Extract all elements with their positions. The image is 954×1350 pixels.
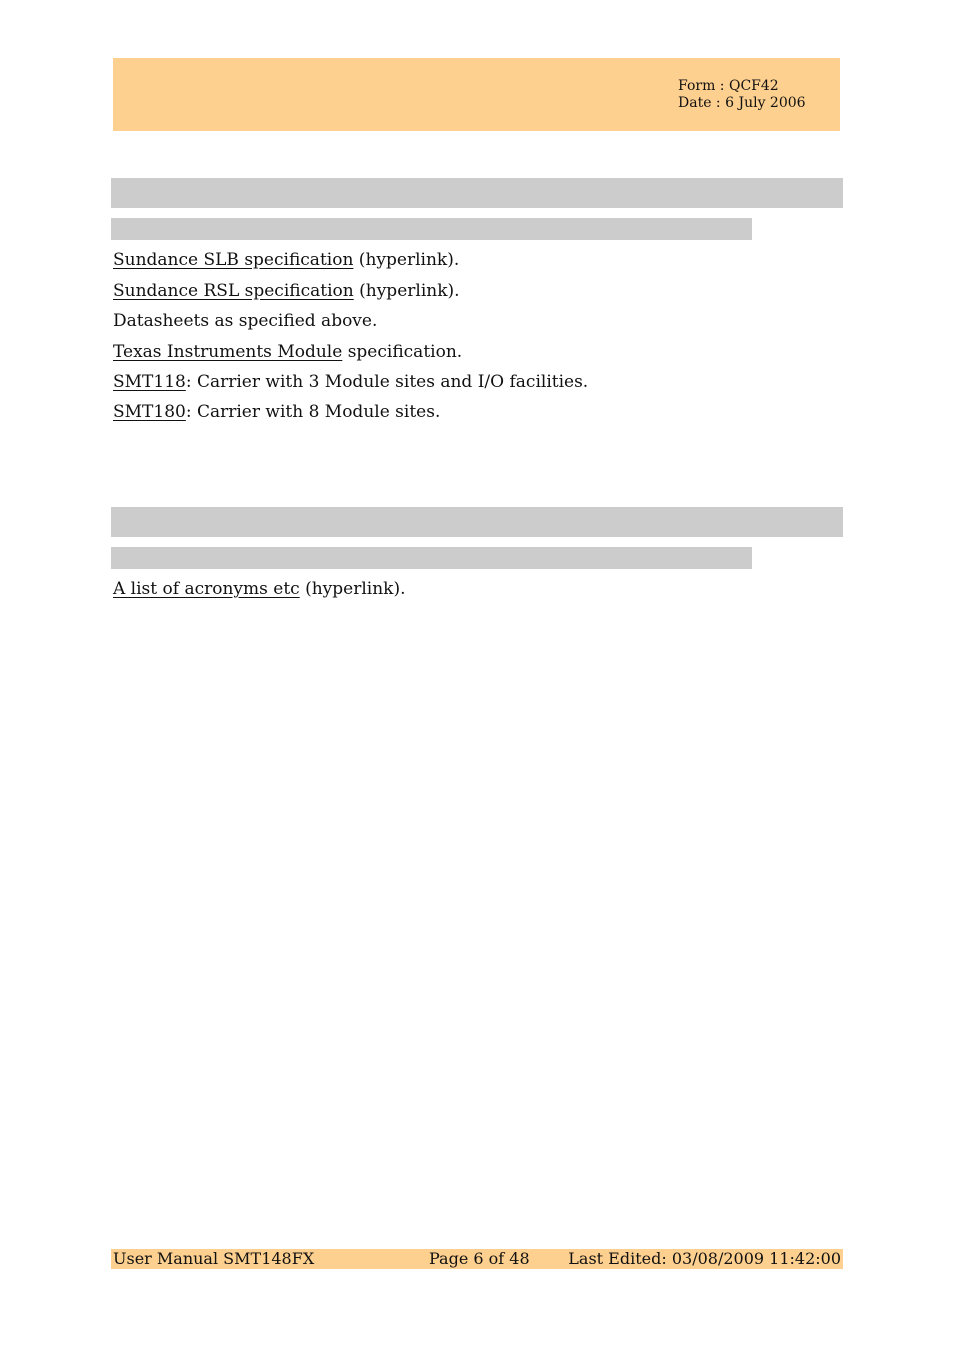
reference-text: : Carrier with 8 Module sites. <box>185 402 441 422</box>
acronyms-link[interactable]: A list of acronyms etc <box>113 579 300 599</box>
reference-text: (hyperlink). <box>353 250 460 270</box>
form-id: Form : QCF42 <box>678 78 779 94</box>
reference-item <box>113 372 588 392</box>
header-meta <box>678 78 806 112</box>
footer-page-number: Page 6 of 48 <box>429 1249 530 1268</box>
reference-item <box>113 402 440 422</box>
subsection-heading-bar <box>111 218 752 240</box>
reference-item <box>113 342 462 362</box>
smt118-link[interactable]: SMT118 <box>113 372 186 392</box>
reference-text: (hyperlink). <box>353 281 460 301</box>
footer-last-edited: Last Edited: 03/08/2009 11:42:00 <box>568 1249 841 1268</box>
ti-module-link[interactable]: Texas Instruments Module <box>113 342 343 362</box>
glossary-item <box>113 579 406 599</box>
glossary-text: (hyperlink). <box>299 579 406 599</box>
sundance-slb-link[interactable]: Sundance SLB specification <box>113 250 354 270</box>
smt180-link[interactable]: SMT180 <box>113 402 186 422</box>
section-heading-bar <box>111 507 843 537</box>
reference-text: Datasheets as specified above. <box>113 311 378 331</box>
form-date: Date : 6 July 2006 <box>678 95 806 111</box>
reference-item <box>113 250 459 270</box>
reference-item <box>113 281 460 301</box>
section-heading-bar <box>111 178 843 208</box>
reference-item <box>113 311 377 331</box>
reference-text: specification. <box>342 342 463 362</box>
sundance-rsl-link[interactable]: Sundance RSL specification <box>113 281 354 301</box>
subsection-heading-bar <box>111 547 752 569</box>
footer-manual-name: User Manual SMT148FX <box>113 1249 315 1268</box>
reference-text: : Carrier with 3 Module sites and I/O facilities. <box>185 372 589 392</box>
